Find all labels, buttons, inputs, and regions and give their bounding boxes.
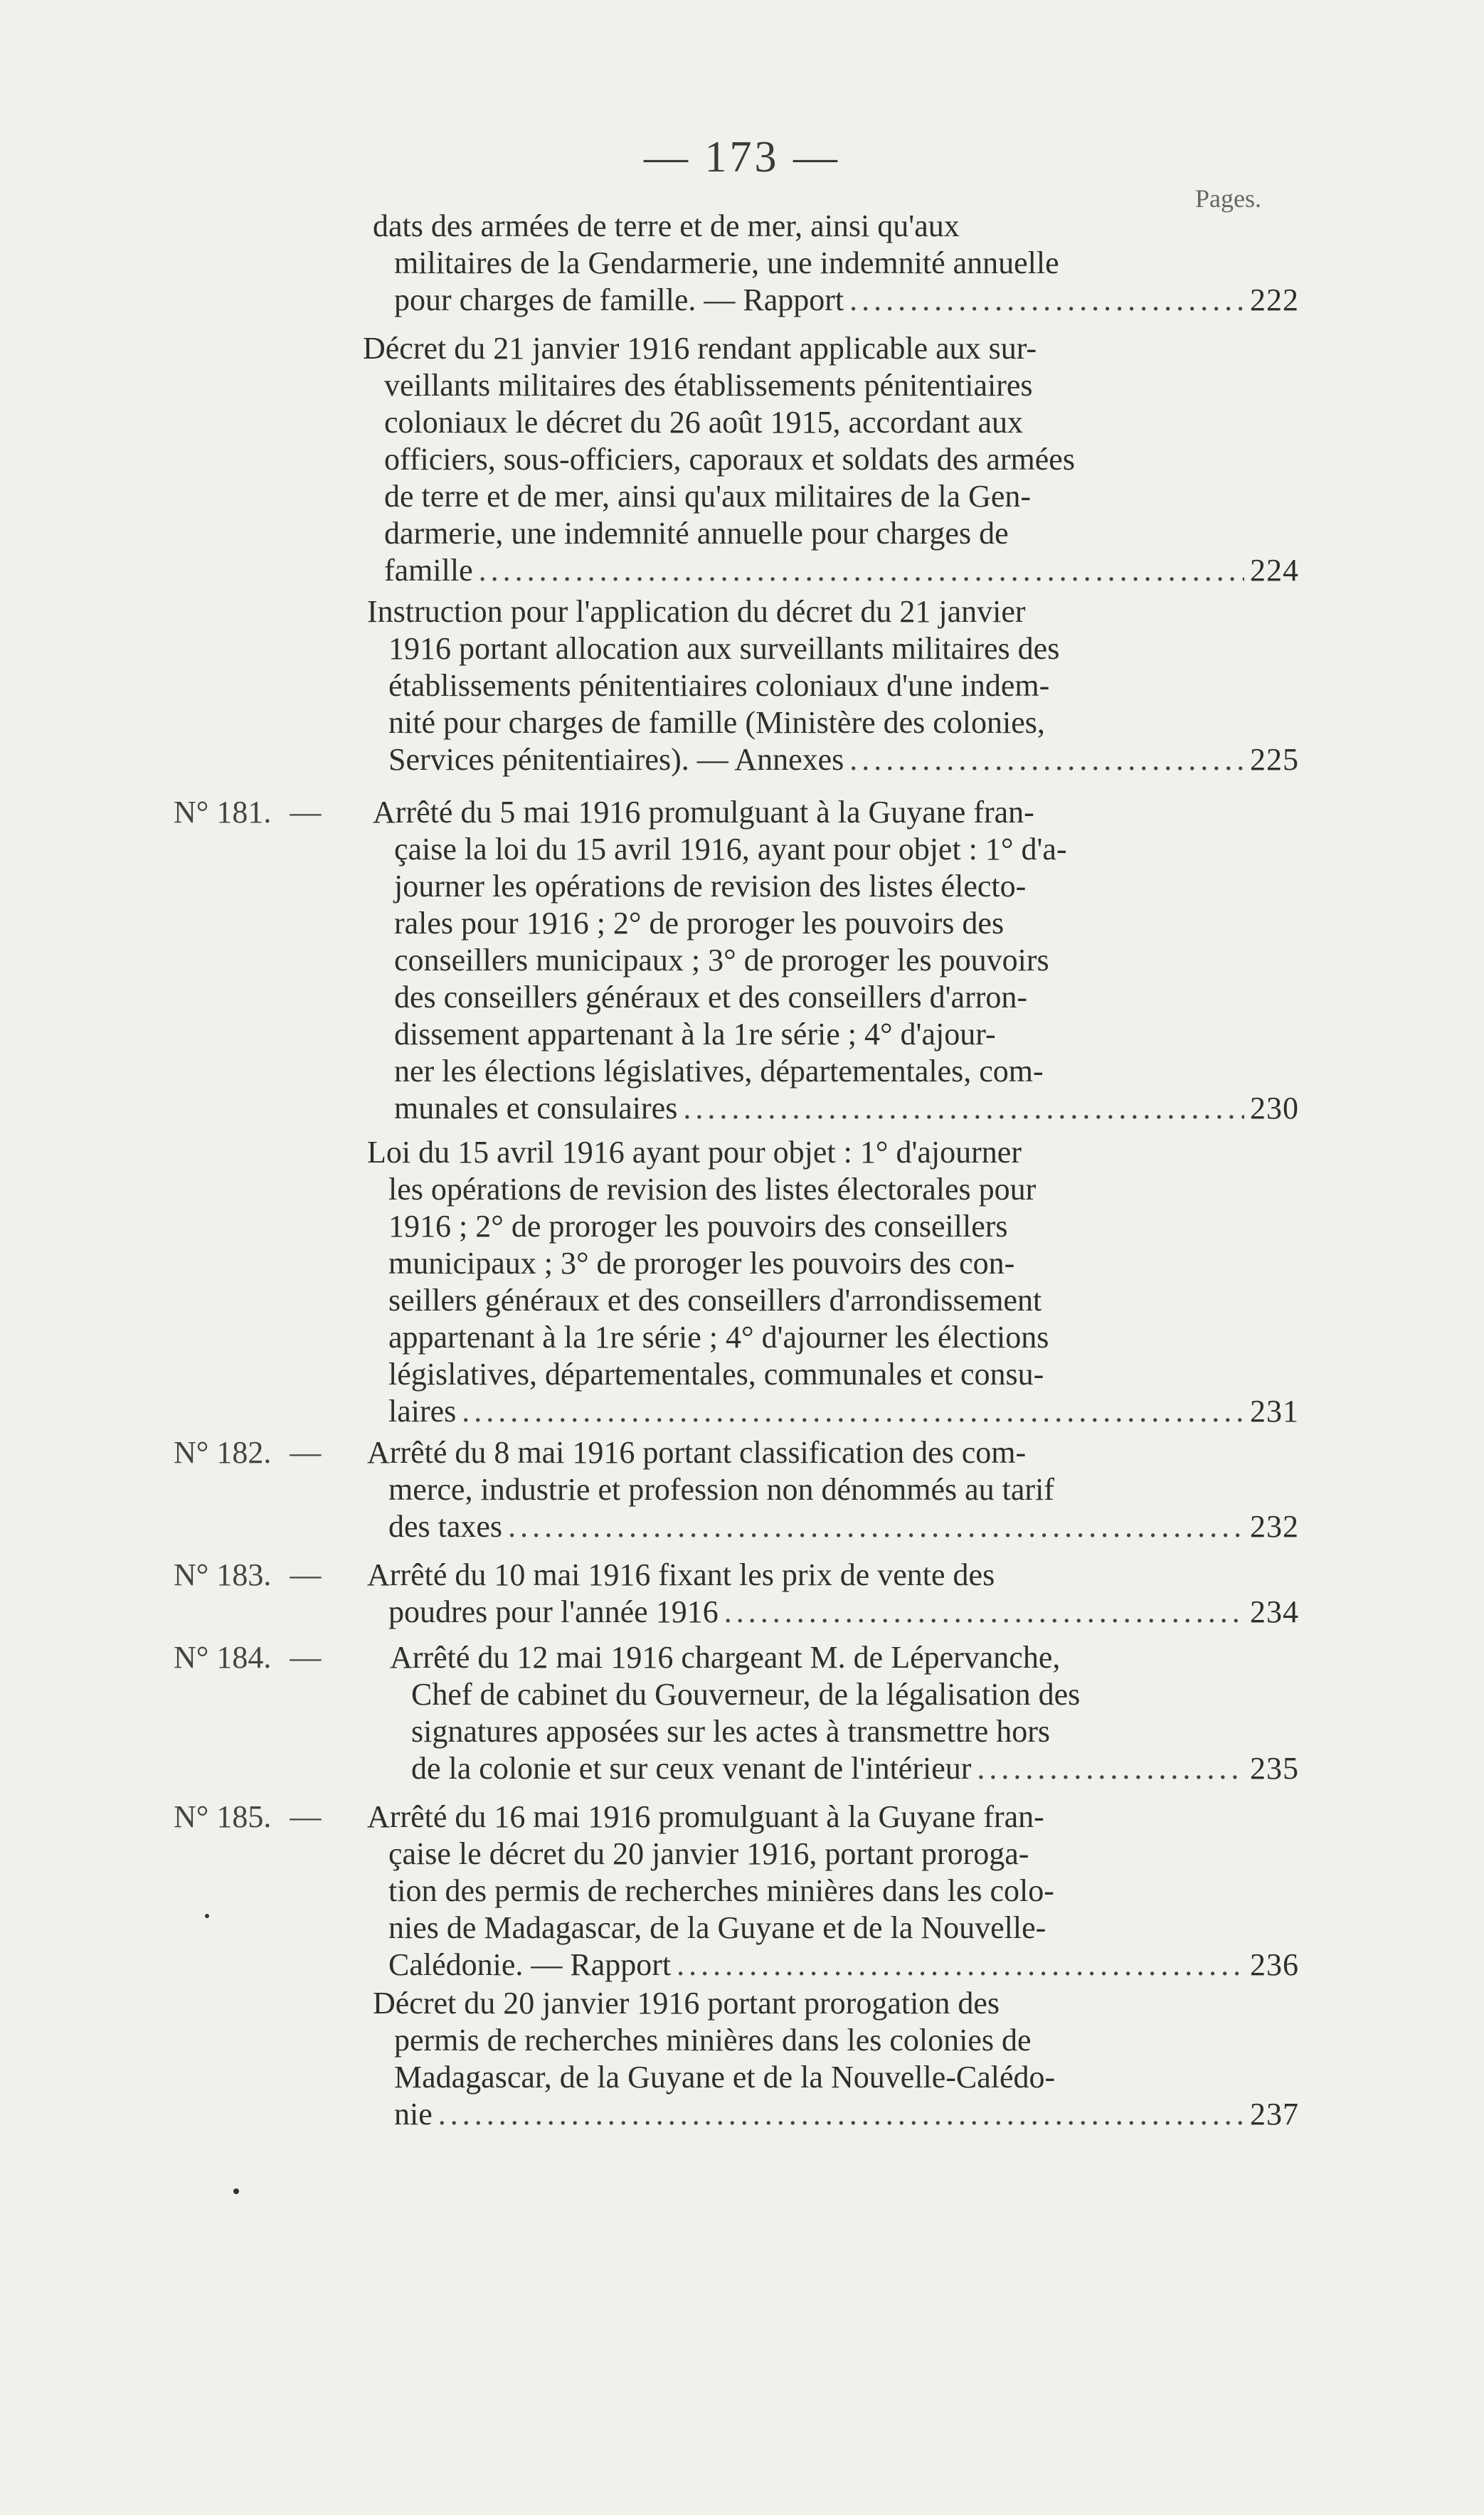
- dot-leader: [462, 1393, 1244, 1430]
- dot-leader: [677, 1947, 1244, 1984]
- entry-text: municipaux ; 3° de proroger les pouvoirs des con-: [388, 1246, 1015, 1281]
- toc-entry-line: [384, 478, 1299, 515]
- toc-entry-line: [373, 208, 1299, 245]
- toc-entry-line: [384, 441, 1299, 478]
- entry-text: des taxes: [388, 1509, 503, 1544]
- toc-entry-line: [388, 1282, 1299, 1319]
- entry-number-dash: —: [290, 1640, 322, 1675]
- toc-entry-line: [394, 1053, 1299, 1090]
- page-reference: 235: [1250, 1751, 1299, 1786]
- entry-text: signatures apposées sur les actes à transmettre hors: [411, 1714, 1051, 1749]
- dot-leader: [849, 741, 1244, 778]
- pages-column-header: Pages.: [1195, 184, 1261, 213]
- toc-entry-line: [367, 1134, 1299, 1171]
- page-reference: 225: [1250, 742, 1299, 777]
- entry-number-dash: —: [290, 1557, 322, 1592]
- page-reference: 237: [1250, 2097, 1299, 2132]
- toc-entry-last-line: [394, 282, 1299, 319]
- toc-entry-line: [388, 1873, 1299, 1910]
- entry-text: seillers généraux et des conseillers d'arrondissement: [388, 1283, 1042, 1318]
- toc-entry-line: [388, 1910, 1299, 1947]
- entry-text: pour charges de famille. — Rapport: [394, 282, 844, 317]
- entry-text: famille: [384, 553, 473, 588]
- toc-entry-line: [388, 1319, 1299, 1356]
- toc-entry-line: [394, 942, 1299, 979]
- entry-text: veillants militaires des établissements pénitentiaires: [384, 368, 1033, 403]
- toc-entry-line: [394, 1016, 1299, 1053]
- entry-number-text: N° 182.: [174, 1435, 272, 1470]
- toc-entry-line: [388, 1208, 1299, 1245]
- toc-entry-line: [367, 1557, 1299, 1594]
- ink-speck: [205, 1914, 209, 1918]
- toc-entry-line: [388, 1245, 1299, 1282]
- entry-text: coloniaux le décret du 26 août 1915, accordant aux: [384, 405, 1024, 440]
- toc-entry-line: [388, 1471, 1299, 1508]
- entry-text: merce, industrie et profession non dénommés au tarif: [388, 1472, 1054, 1507]
- entry-text: ner les élections législatives, départementales, com-: [394, 1054, 1044, 1089]
- dot-leader: [683, 1090, 1244, 1127]
- entry-text: législatives, départementales, communales et consu-: [388, 1357, 1044, 1392]
- entry-text: Arrêté du 16 mai 1916 promulguant à la Guyane fran-: [367, 1799, 1044, 1834]
- toc-entry-last-line: [384, 552, 1299, 589]
- entry-text: des conseillers généraux et des conseillers d'arron-: [394, 980, 1028, 1015]
- entry-number-text: N° 185.: [174, 1799, 272, 1834]
- dot-leader: [849, 282, 1244, 319]
- entry-text: munales et consulaires: [394, 1091, 678, 1126]
- entry-number-text: N° 183.: [174, 1557, 272, 1592]
- toc-entry-last-line: [394, 2096, 1299, 2133]
- entry-text: Services pénitentiaires). — Annexes: [388, 742, 844, 777]
- toc-entry-line: [388, 1171, 1299, 1208]
- entry-text: nies de Madagascar, de la Guyane et de la Nouvelle-: [388, 1910, 1046, 1945]
- entry-text: Calédonie. — Rapport: [388, 1947, 672, 1982]
- toc-entry-line: [390, 1639, 1299, 1676]
- entry-text: rales pour 1916 ; 2° de proroger les pouvoirs des: [394, 906, 1005, 941]
- entry-text: Arrêté du 10 mai 1916 fixant les prix de vente des: [367, 1557, 995, 1592]
- entry-text: Arrêté du 12 mai 1916 chargeant M. de Lépervanche,: [390, 1640, 1061, 1675]
- entry-text: nité pour charges de famille (Ministère des colonies,: [388, 705, 1045, 740]
- toc-entry-line: [384, 404, 1299, 441]
- toc-entry-last-line: [388, 1508, 1299, 1545]
- toc-entry-line: [367, 1434, 1299, 1471]
- entry-text: nie: [394, 2097, 433, 2132]
- entry-text: les opérations de revision des listes électorales pour: [388, 1172, 1037, 1207]
- toc-entry-line: [411, 1713, 1299, 1750]
- page-reference: 224: [1250, 553, 1299, 588]
- entry-number-dash: —: [290, 795, 322, 830]
- entry-text: Arrêté du 5 mai 1916 promulguant à la Guyane fran-: [373, 795, 1034, 830]
- toc-entry-last-line: [388, 1947, 1299, 1984]
- entry-text: 1916 ; 2° de proroger les pouvoirs des conseillers: [388, 1209, 1008, 1244]
- entry-text: établissements pénitentiaires coloniaux d'une indem-: [388, 668, 1050, 703]
- entry-text: Loi du 15 avril 1916 ayant pour objet : 1° d'ajourner: [367, 1135, 1022, 1170]
- entry-text: darmerie, une indemnité annuelle pour charges de: [384, 516, 1009, 551]
- toc-entry-line: [388, 704, 1299, 741]
- dot-leader: [977, 1750, 1244, 1787]
- entry-number: [174, 1639, 321, 1676]
- toc-entry-line: [363, 330, 1299, 367]
- toc-entry-line: [373, 794, 1299, 831]
- toc-entry-line: [384, 515, 1299, 552]
- ink-speck: [233, 2188, 239, 2194]
- entry-text: çaise le décret du 20 janvier 1916, portant proroga-: [388, 1836, 1029, 1871]
- toc-entry-line: [388, 1836, 1299, 1873]
- toc-entry-line: [394, 831, 1299, 868]
- entry-number-dash: —: [290, 1435, 322, 1470]
- toc-entry-line: [388, 630, 1299, 667]
- dot-leader: [479, 552, 1244, 589]
- toc-entry-last-line: [411, 1750, 1299, 1787]
- entry-text: çaise la loi du 15 avril 1916, ayant pour objet : 1° d'a-: [394, 832, 1067, 867]
- toc-entry-line: [394, 905, 1299, 942]
- entry-text: militaires de la Gendarmerie, une indemnité annuelle: [394, 245, 1059, 280]
- page-reference: 231: [1250, 1394, 1299, 1429]
- page-reference: 236: [1250, 1947, 1299, 1982]
- dot-leader: [508, 1508, 1244, 1545]
- toc-entry-line: [384, 367, 1299, 404]
- entry-text: tion des permis de recherches minières dans les colo-: [388, 1873, 1054, 1908]
- toc-entry-line: [394, 245, 1299, 282]
- entry-number: [174, 1557, 321, 1594]
- toc-entry-last-line: [388, 741, 1299, 778]
- toc-entry-line: [394, 979, 1299, 1016]
- entry-text: Madagascar, de la Guyane et de la Nouvelle-Calédo-: [394, 2060, 1056, 2095]
- entry-text: dats des armées de terre et de mer, ainsi qu'aux: [373, 208, 960, 243]
- entry-number: [174, 794, 321, 831]
- entry-text: officiers, sous-officiers, caporaux et soldats des armées: [384, 442, 1075, 477]
- entry-text: dissement appartenant à la 1re série ; 4° d'ajour-: [394, 1017, 996, 1052]
- entry-number-dash: —: [290, 1799, 322, 1834]
- toc-entry-line: [373, 1985, 1299, 2022]
- toc-entry-last-line: [388, 1393, 1299, 1430]
- entry-text: conseillers municipaux ; 3° de proroger les pouvoirs: [394, 943, 1049, 978]
- toc-entry-line: [411, 1676, 1299, 1713]
- entry-text: Chef de cabinet du Gouverneur, de la légalisation des: [411, 1677, 1081, 1712]
- toc-entry-line: [394, 2059, 1299, 2096]
- entry-number-text: N° 184.: [174, 1640, 272, 1675]
- toc-entry-last-line: [388, 1594, 1299, 1631]
- entry-text: Décret du 20 janvier 1916 portant prorogation des: [373, 1986, 1000, 2021]
- toc-entry-line: [388, 1356, 1299, 1393]
- toc-entry-line: [367, 1799, 1299, 1836]
- toc-entry-line: [394, 2022, 1299, 2059]
- toc-entry-line: [394, 868, 1299, 905]
- entry-text: poudres pour l'année 1916: [388, 1594, 719, 1629]
- entry-text: de la colonie et sur ceux venant de l'intérieur: [411, 1751, 972, 1786]
- entry-text: Instruction pour l'application du décret du 21 janvier: [367, 594, 1026, 629]
- page-reference: 232: [1250, 1509, 1299, 1544]
- toc-entry-line: [388, 667, 1299, 704]
- entry-number: [174, 1434, 321, 1471]
- dot-leader: [438, 2096, 1244, 2133]
- entry-text: Arrêté du 8 mai 1916 portant classification des com-: [367, 1435, 1027, 1470]
- entry-text: Décret du 21 janvier 1916 rendant applicable aux sur-: [363, 331, 1037, 366]
- page-reference: 222: [1250, 282, 1299, 317]
- entry-text: laires: [388, 1394, 457, 1429]
- entry-number-text: N° 181.: [174, 795, 272, 830]
- toc-entry-line: [367, 593, 1299, 630]
- toc-entry-last-line: [394, 1090, 1299, 1127]
- entry-text: permis de recherches minières dans les colonies de: [394, 2023, 1032, 2058]
- page-reference: 234: [1250, 1594, 1299, 1629]
- dot-leader: [724, 1594, 1244, 1631]
- entry-text: de terre et de mer, ainsi qu'aux militaires de la Gen-: [384, 479, 1032, 514]
- page-reference: 230: [1250, 1091, 1299, 1126]
- entry-number: [174, 1799, 321, 1836]
- entry-text: 1916 portant allocation aux surveillants militaires des: [388, 631, 1060, 666]
- entry-text: journer les opérations de revision des listes électo-: [394, 869, 1027, 904]
- entry-text: appartenant à la 1re série ; 4° d'ajourner les élections: [388, 1320, 1049, 1355]
- page-number: — 173 —: [644, 133, 840, 181]
